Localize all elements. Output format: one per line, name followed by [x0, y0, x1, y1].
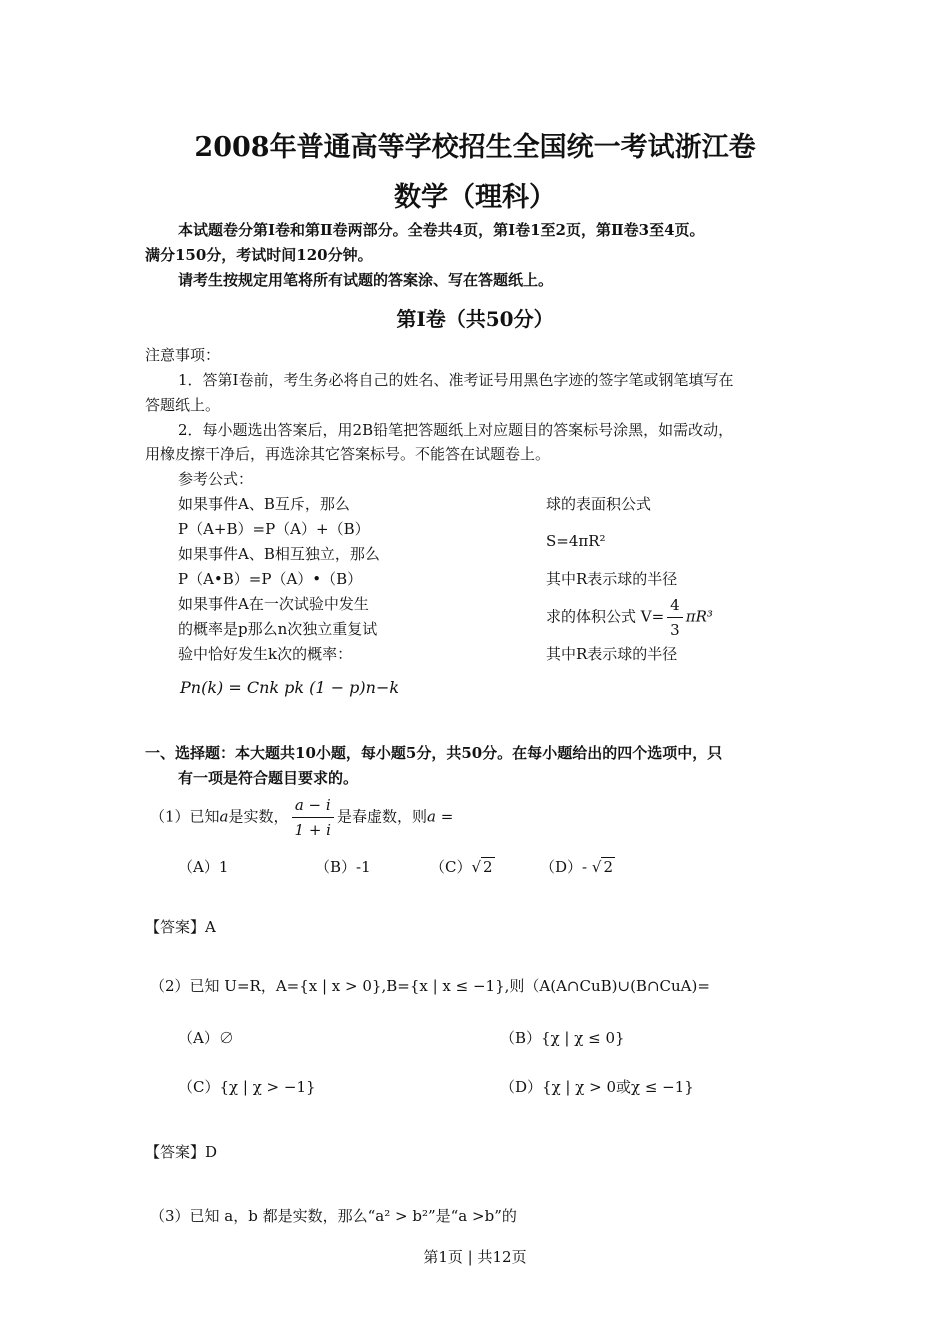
note-1-line-2: 答题纸上。 [145, 396, 221, 414]
radius-note-2: 其中R表示球的半径 [546, 645, 678, 663]
volume-label: 求的体积公式 V= [546, 607, 665, 626]
note-2-line-1: 2．每小题选出答案后，用2B铅笔把答题纸上对应题目的答案标号涂黑，如需改动， [178, 421, 734, 439]
volume-denominator: 3 [670, 621, 680, 639]
q1-option-d-label: （D）- [540, 858, 592, 876]
formula-left-4: P（A•B）=P（A）•（B） [178, 570, 363, 588]
formula-left-7: 验中恰好发生k次的概率： [178, 645, 353, 663]
note-1-line-1: 1．答第Ⅰ卷前，考生务必将自己的姓名、准考证号用黑色字迹的签字笔或钢笔填写在 [178, 371, 734, 389]
formulas-heading: 参考公式： [178, 470, 254, 488]
q1-answer: 【答案】A [145, 918, 216, 936]
binomial-formula: Pn(k) = Cnk pk (1 − p)n−k [180, 678, 400, 697]
q1-option-c-value: 2 [483, 858, 493, 876]
exam-subtitle: 数学（理科） [394, 182, 556, 213]
intro-line-1: 本试题卷分第Ⅰ卷和第Ⅱ卷两部分。全卷共4页，第Ⅰ卷1至2页，第Ⅱ卷3至4页。 [178, 221, 705, 239]
formula-left-6: 的概率是p那么n次独立重复试 [178, 620, 378, 638]
q1-numerator: a − i [292, 793, 334, 818]
q1-option-c [430, 856, 495, 877]
question-2-stem: （2）已知 U=R，A={x | x > 0},B={x | x ≤ −1},则（A(A∩CuB)∪(B∩CuA)= [150, 977, 710, 995]
q1-mid: 是实数， [228, 807, 289, 826]
radius-note-1: 其中R表示球的半径 [546, 570, 678, 588]
choice-section-line-1: 一、选择题：本大题共10小题，每小题5分，共50分。在每小题给出的四个选项中，只 [145, 744, 723, 762]
volume-numerator: 4 [667, 593, 683, 618]
q2-option-c: （C）{χ | χ > −1} [178, 1078, 316, 1096]
q1-option-d-value: 2 [603, 858, 613, 876]
question-1-stem [150, 793, 453, 842]
q2-option-d: （D）{χ | χ > 0或χ ≤ −1} [500, 1078, 694, 1096]
intro-line-3: 请考生按规定用笔将所有试题的答案涂、写在答题纸上。 [178, 271, 554, 289]
q1-prefix: （1）已知 [150, 807, 220, 826]
q1-option-c-label: （C） [430, 858, 472, 876]
intro-line-2: 满分150分，考试时间120分钟。 [145, 246, 373, 264]
formula-left-1: 如果事件A、B互斥，那么 [178, 495, 350, 513]
q1-option-a: （A）1 [178, 858, 229, 876]
sqrt-icon: √ 2 [591, 858, 613, 876]
formula-left-2: P（A+B）=P（A）+（B） [178, 520, 370, 538]
q2-option-a: （A）∅ [178, 1029, 234, 1047]
volume-fraction [667, 593, 683, 642]
sphere-volume-formula [546, 593, 713, 642]
sphere-area-formula: S=4πR² [546, 532, 606, 550]
q1-var: a [219, 807, 229, 826]
q1-suffix: 是春虚数，则 [336, 807, 427, 826]
volume-tail: πR³ [685, 607, 713, 626]
sphere-area-label: 球的表面积公式 [546, 495, 652, 513]
formula-left-3: 如果事件A、B相互独立，那么 [178, 545, 380, 563]
exam-title: 2008年普通高等学校招生全国统一考试浙江卷 [194, 132, 756, 163]
question-3-stem: （3）已知 a，b 都是实数，那么“a² > b²”是“a >b”的 [150, 1207, 517, 1225]
q1-fraction [292, 793, 334, 842]
q1-option-d [540, 856, 615, 877]
choice-section-line-2: 有一项是符合题目要求的。 [178, 769, 359, 787]
page-footer: 第1页 | 共12页 [423, 1248, 527, 1266]
notes-heading: 注意事项： [145, 346, 221, 364]
q2-option-b: （B）{χ | χ ≤ 0} [500, 1029, 625, 1047]
q1-end: a = [426, 807, 454, 826]
section-1-heading: 第Ⅰ卷（共50分） [396, 307, 554, 331]
q2-answer: 【答案】D [145, 1143, 218, 1161]
note-2-line-2: 用橡皮擦干净后，再选涂其它答案标号。不能答在试题卷上。 [145, 445, 551, 463]
formula-left-5: 如果事件A在一次试验中发生 [178, 595, 369, 613]
sqrt-icon: √ 2 [471, 858, 493, 876]
q1-option-b: （B）-1 [315, 858, 371, 876]
q1-denominator: 1 + i [294, 821, 331, 839]
